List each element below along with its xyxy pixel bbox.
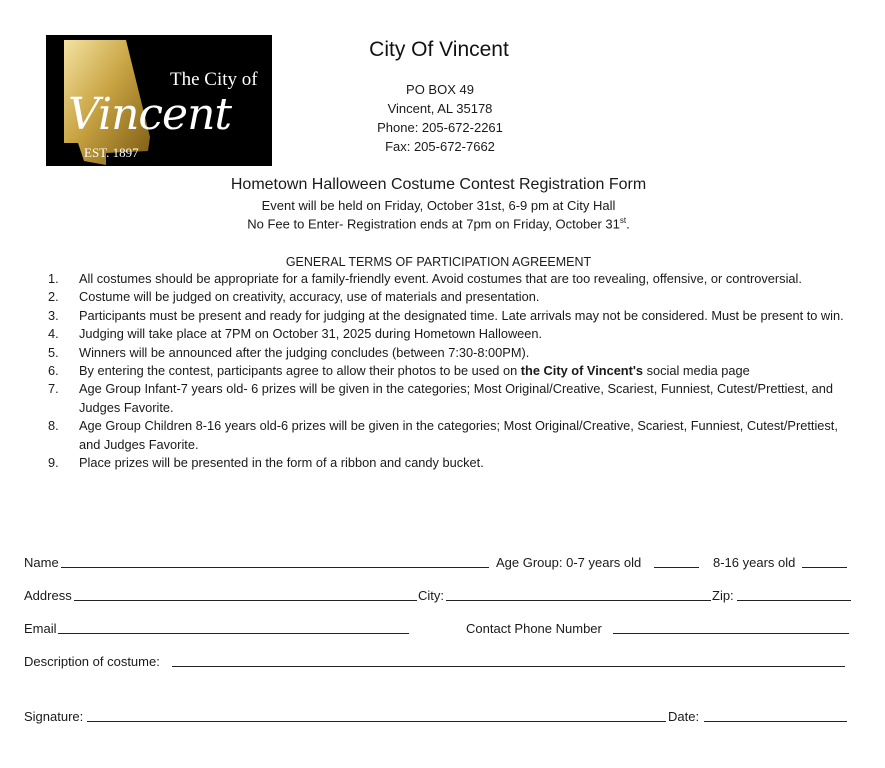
list-item: 8. Age Group Children 8-16 years old-6 prizes will be given in the categories; Most Original/Creative, Scariest, Funniest, Cutest/Prettiest, and Judges Favorite. <box>48 418 838 452</box>
description-field[interactable] <box>172 654 845 667</box>
logo-est: EST. 1897 <box>84 145 139 160</box>
fee-line: No Fee to Enter- Registration ends at 7pm on Friday, October 31st. <box>247 216 630 232</box>
address-field[interactable] <box>74 588 417 601</box>
phone: Phone: 205-672-2261 <box>377 120 503 135</box>
terms-list <box>48 270 848 472</box>
list-item: 7. Age Group Infant-7 years old- 6 prizes will be given in the categories; Most Original/Creative, Scariest, Funniest, Cutest/Prettiest, and Judges Favorite. <box>48 381 833 415</box>
city-logo <box>46 35 272 166</box>
logo-top-line: The City of <box>170 69 258 90</box>
email-field[interactable] <box>58 621 409 634</box>
age-group-label: Age Group: 0-7 years old <box>496 555 642 570</box>
event-line: Event will be held on Friday, October 31st, 6-9 pm at City Hall <box>261 198 616 213</box>
logo-script: Vincent <box>68 89 232 140</box>
name-field[interactable] <box>61 555 489 568</box>
age-group-0-7-field[interactable] <box>654 555 699 568</box>
list-item: 9. Place prizes will be presented in the form of a ribbon and candy bucket. <box>48 455 484 471</box>
fax: Fax: 205-672-7662 <box>385 139 495 154</box>
contact-phone-label: Contact Phone Number <box>466 621 602 636</box>
list-item: 6. By entering the contest, participants agree to allow their photos to be used on the City of Vincent's social media page <box>48 363 750 379</box>
description-label: Description of costume: <box>24 654 160 669</box>
zip-field[interactable] <box>737 588 851 601</box>
date-field[interactable] <box>704 709 847 722</box>
city-title: City Of Vincent <box>369 38 509 61</box>
list-item: 3. Participants must be present and ready for judging at the designated time. Late arrivals may not be considered. Must be present to win. <box>48 307 844 323</box>
email-label: Email <box>24 621 57 636</box>
age-group-8-16-field[interactable] <box>802 555 847 568</box>
name-label: Name <box>24 555 59 570</box>
terms-heading: GENERAL TERMS OF PARTICIPATION AGREEMENT <box>285 255 592 269</box>
po-box: PO BOX 49 <box>406 82 474 97</box>
city-state: Vincent, AL 35178 <box>387 101 493 116</box>
list-item: 4. Judging will take place at 7PM on October 31, 2025 during Hometown Halloween. <box>48 326 543 342</box>
signature-field[interactable] <box>87 709 666 722</box>
signature-label: Signature: <box>24 709 84 724</box>
city-label: City: <box>418 588 444 603</box>
city-field[interactable] <box>446 588 711 601</box>
list-item: 1. All costumes should be appropriate for a family-friendly event. Avoid costumes that are too revealing, offensive, or controversial. <box>48 271 802 286</box>
date-label: Date: <box>668 709 700 724</box>
form-title: Hometown Halloween Costume Contest Registration Form <box>230 176 647 193</box>
list-item: 5. Winners will be announced after the judging concludes (between 7:30-8:00PM). <box>48 344 530 360</box>
address-label: Address <box>24 588 72 603</box>
contact-phone-field[interactable] <box>613 621 849 634</box>
zip-label: Zip: <box>712 588 734 603</box>
list-item: 2. Costume will be judged on creativity, accuracy, use of materials and presentation. <box>48 289 540 305</box>
age-group-8-16-label: 8-16 years old <box>713 555 796 570</box>
